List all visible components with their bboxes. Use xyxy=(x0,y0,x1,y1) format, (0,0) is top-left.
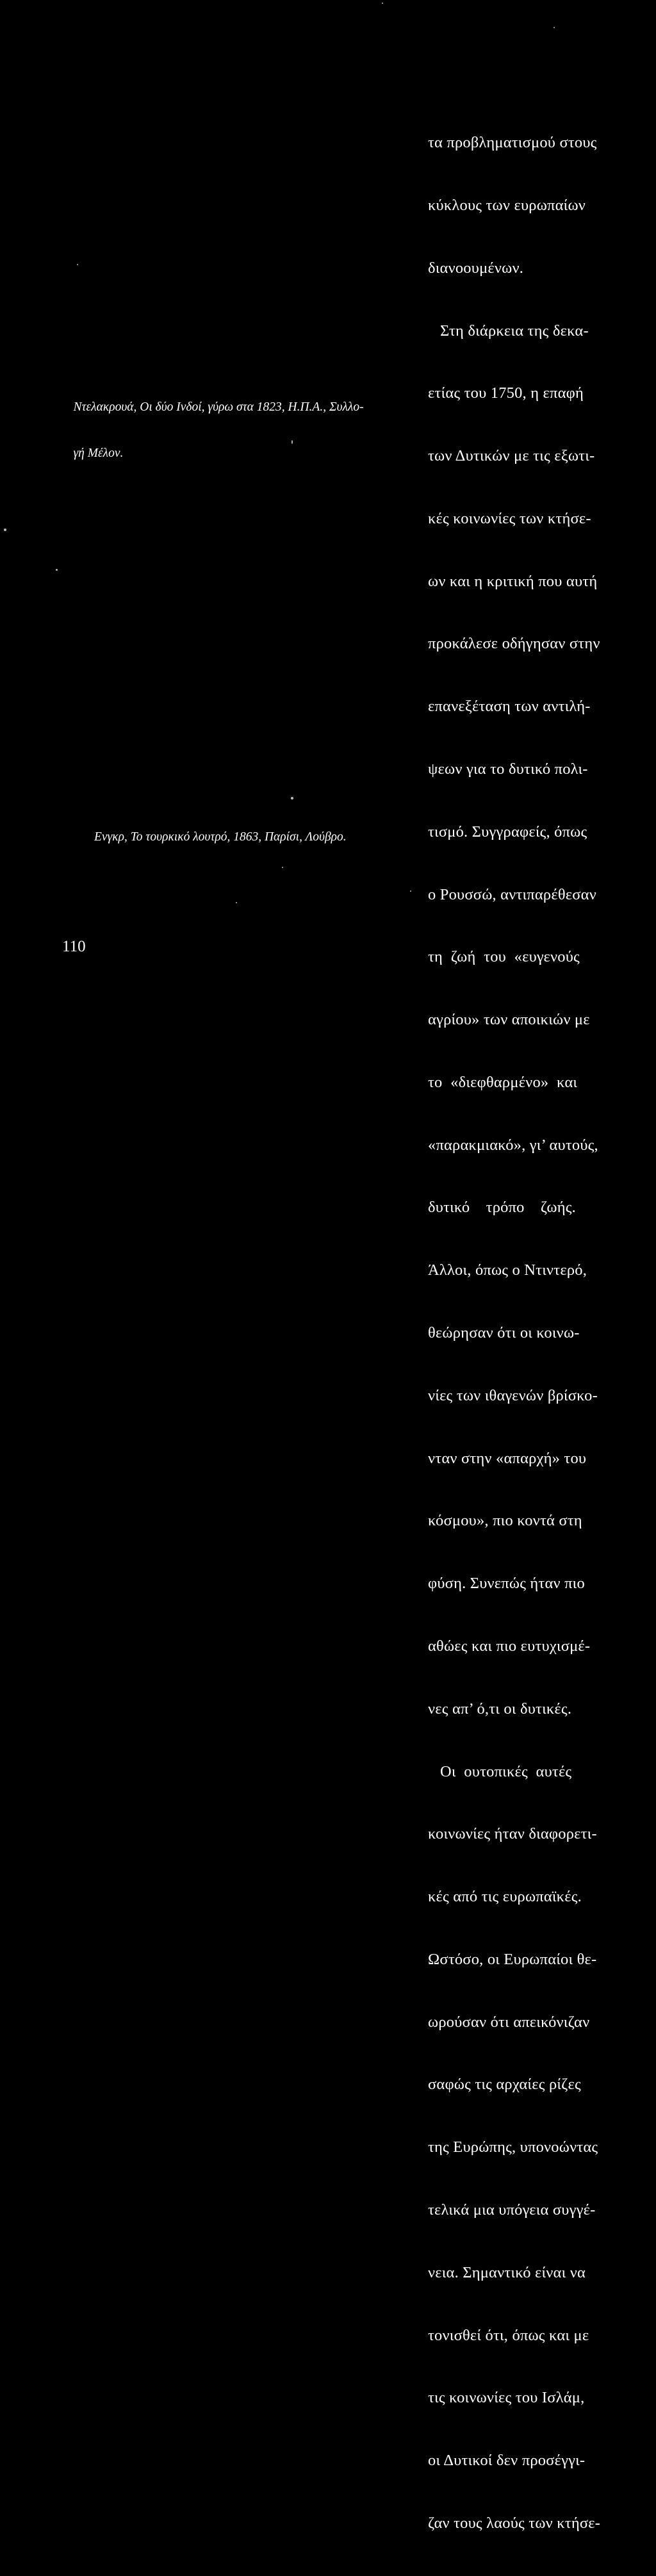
text-line: Ωστόσο, οι Ευρωπαίοι θε- xyxy=(428,1950,597,1968)
text-line: τη ζωή του «ευγενούς xyxy=(428,948,580,966)
text-line: τελικά μια υπόγεια συγγέ- xyxy=(428,2201,596,2219)
text-line: επανεξέταση των αντιλή- xyxy=(428,698,591,716)
text-line: νίες των ιθαγενών βρίσκο- xyxy=(428,1386,598,1404)
scan-speck xyxy=(410,890,411,892)
text-line: κές από τις ευρωπαϊκές. xyxy=(428,1888,582,1906)
scan-speck xyxy=(382,3,383,4)
scan-speck xyxy=(56,569,58,571)
text-line: ο Ρουσσώ, αντιπαρέθεσαν xyxy=(428,885,596,903)
caption-line: Ντελακρουά, Οι δύο Ινδοί, γύρω στα 1823, Η.Π.Α., Συλλο- xyxy=(73,400,364,414)
text-line: νταν στην «απαρχή» του xyxy=(428,1449,587,1467)
figure-caption-ingres: Ενγκρ, Το τουρκικό λουτρό, 1863, Παρίσι, Λούβρο. xyxy=(94,830,347,844)
text-line: κύκλους των ευρωπαίων xyxy=(428,196,586,214)
text-line: ψεων για το δυτικό πολι- xyxy=(428,760,588,778)
caption-line: γή Μέλον. xyxy=(73,447,124,460)
scan-speck xyxy=(291,797,293,800)
text-line: των Δυτικών με τις εξωτι- xyxy=(428,447,595,465)
scan-speck xyxy=(291,440,293,444)
text-line: οι Δυτικοί δεν προσέγγι- xyxy=(428,2452,586,2470)
scan-speck xyxy=(4,529,6,531)
body-text-column xyxy=(428,91,618,2576)
text-line: αγρίου» των αποικιών με xyxy=(428,1011,590,1029)
text-line: θεώρησαν ότι οι κοινω- xyxy=(428,1324,580,1342)
text-line: ετίας του 1750, η επαφή xyxy=(428,384,584,402)
text-line: σαφώς τις αρχαίες ρίζες xyxy=(428,2076,581,2094)
page-number: 110 xyxy=(62,938,86,955)
text-line: Οι ουτοπικές αυτές xyxy=(428,1762,572,1780)
text-line: «παρακμιακό», γι’ αυτούς, xyxy=(428,1136,598,1154)
text-line: τισμό. Συγγραφείς, όπως xyxy=(428,823,587,841)
text-line: κοινωνίες ήταν διαφορετι- xyxy=(428,1825,597,1843)
text-line: ων και η κριτική που αυτή xyxy=(428,572,598,590)
text-line: τις κοινωνίες του Ισλάμ, xyxy=(428,2389,585,2407)
text-line: διανοουμένων. xyxy=(428,259,524,277)
text-line: ωρούσαν ότι απεικόνιζαν xyxy=(428,2013,590,2031)
scan-speck xyxy=(236,902,237,903)
scan-speck xyxy=(554,27,555,28)
text-line: νεια. Σημαντικό είναι να xyxy=(428,2263,586,2281)
text-line: αθώες και πιο ευτυχισμέ- xyxy=(428,1637,591,1655)
scan-speck xyxy=(77,264,78,265)
text-line: δυτικό τρόπο ζωής. xyxy=(428,1199,576,1217)
text-line: Στη διάρκεια της δεκα- xyxy=(428,322,589,340)
text-line: το «διεφθαρμένο» και xyxy=(428,1073,578,1091)
text-line: της Ευρώπης, υπονοώντας xyxy=(428,2138,598,2156)
text-line: προκάλεσε οδήγησαν στην xyxy=(428,635,600,653)
text-line: τα προβληματισμού στους xyxy=(428,134,597,152)
text-line: νες απ’ ό,τι οι δυτικές. xyxy=(428,1700,572,1718)
scan-speck xyxy=(282,867,283,868)
text-line: φύση. Συνεπώς ήταν πιο xyxy=(428,1575,585,1593)
text-line: κές κοινωνίες των κτήσε- xyxy=(428,509,591,527)
text-line: ζαν τους λαούς των κτήσε- xyxy=(428,2514,601,2532)
figure-caption-delacroix xyxy=(61,384,364,477)
text-line: Άλλοι, όπως ο Ντιντερό, xyxy=(428,1261,587,1279)
text-line: τονισθεί ότι, όπως και με xyxy=(428,2326,589,2344)
text-line: κόσμου», πιο κοντά στη xyxy=(428,1512,582,1530)
